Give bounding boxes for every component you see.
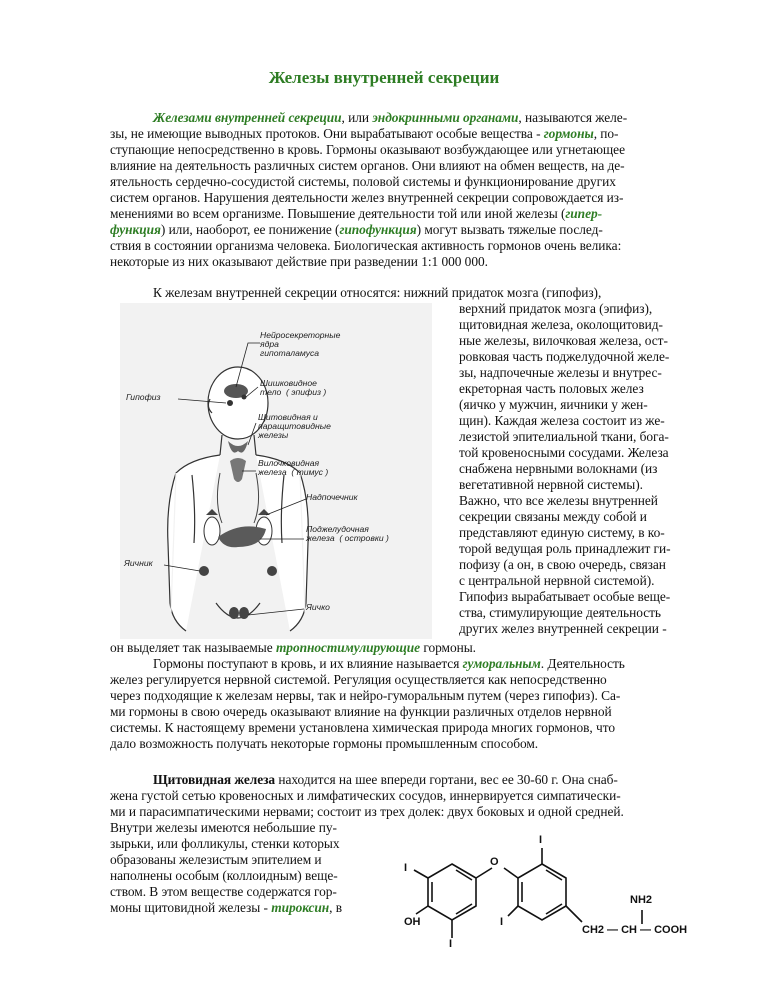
chem-oxygen-bridge: O xyxy=(490,856,499,868)
para4-left-line-2: зырьки, или фолликулы, стенки которых xyxy=(110,836,340,851)
label-thymus: Вилочковидная железа ( тимус ) xyxy=(258,458,329,477)
pituitary-mark xyxy=(227,400,233,406)
label-pancreas: Поджелудочная железа ( островки ) xyxy=(306,524,389,543)
ovary-mark xyxy=(199,566,209,576)
term-thyroxine: тироксин xyxy=(271,900,330,915)
chem-iodine-left-top: I xyxy=(404,862,408,874)
term-thyroid-gland: Щитовидная железа xyxy=(153,772,276,787)
thyroxine-structure xyxy=(392,834,728,960)
para2-right-line-7: (яичко у мужчин, яичники у жен- xyxy=(459,397,648,412)
chem-iodine-right-top: I xyxy=(539,834,543,846)
para2-right-line-6: екреторная часть половых желез xyxy=(459,381,644,396)
term-hypofunction: гипофункция xyxy=(339,222,417,237)
para2-last-line: он выделяет так называемые тропностимулирующие гормоны. xyxy=(110,640,476,655)
para1-line4: влияние на деятельность различных систем органов. Они влияют на обмен веществ, на де- xyxy=(110,158,625,173)
term-humoral: гуморальным xyxy=(462,656,541,671)
chem-side-chain: CH2 — CH — COOH xyxy=(582,924,688,936)
label-ovary: Яичник xyxy=(124,558,153,568)
para4-line1: Щитовидная железа находится на шее впереди гортани, вес ее 30-60 г. Она снаб- xyxy=(153,772,618,787)
para1-line10: некоторые из них оказывают действие при разведении 1:1 000 000. xyxy=(110,254,488,269)
para3-line1: Гормоны поступают в кровь, и их влияние называется гуморальным. Деятельность xyxy=(153,656,625,671)
chem-iodine-left-bottom: I xyxy=(449,938,453,950)
para4-line2: жена густой сетью кровеносных и лимфатических сосудов, иннервируется симпатически- xyxy=(110,788,621,803)
label-adrenal: Надпочечник xyxy=(306,492,358,502)
endocrine-glands-figure xyxy=(120,303,432,639)
para3-line4: ми гормоны в свою очередь оказывают влияние на функции различных отделов нервной xyxy=(110,704,612,719)
para3-line6: дало возможность получать некоторые гормоны промышленным способом. xyxy=(110,736,539,751)
para2-right-line-5: зы, надпочечные железы и внутрес- xyxy=(459,365,662,380)
para3-line5: системы. К настоящему времени установлена химическая природа многих гормонов, что xyxy=(110,720,615,735)
pancreas-mark xyxy=(218,526,266,547)
para2-right-line-8: щин). Каждая железа состоит из же- xyxy=(459,413,665,428)
para3-line2: желез регулируется нервной системой. Регуляция осуществляется как непосредственно xyxy=(110,672,607,687)
term-endocrine-organs: эндокринными органами xyxy=(372,110,519,125)
para2-right-line-13: Важно, что все железы внутренней xyxy=(459,493,658,508)
para1-line3: ступающие непосредственно в кровь. Гормоны оказывают возбуждающее или угнетающее xyxy=(110,142,625,157)
para2-right-line-3: ные железы, вилочковая железа, ост- xyxy=(459,333,668,348)
label-testis: Яичко xyxy=(306,602,330,612)
para4-line3: ми и парасимпатическими нервами; состоит из трех долек: двух боковых и одной средней. xyxy=(110,804,624,819)
para2-right-line-16: торой ведущая роль принадлежит ги- xyxy=(459,541,671,556)
para4-left-line-4: наполнены особым (коллоидным) веще- xyxy=(110,868,338,883)
para4-left-line-5: ством. В этом веществе содержатся гор- xyxy=(110,884,337,899)
para2-right-line-10: той кровеносными сосудами. Железа xyxy=(459,445,669,460)
testis-mark xyxy=(229,607,239,619)
para1-line8: функция) или, наоборот, ее понижение (гипофункция) могут вызвать тяжелые послед- xyxy=(110,222,603,237)
para4-last-line: моны щитовидной железы - тироксин, в xyxy=(110,900,343,915)
para1-line1: Железами внутренней секреции, или эндокринными органами, называются желе- xyxy=(153,110,628,125)
para1-line2: зы, не имеющие выводных протоков. Они вырабатывают особые вещества - гормоны, по- xyxy=(110,126,619,141)
para4-left-line-3: образованы железистым эпителием и xyxy=(110,852,322,867)
para2-right-line-15: представляют единую систему, в ко- xyxy=(459,525,665,540)
term-hormones: гормоны xyxy=(543,126,594,141)
para2-right-line-17: пофизу (а он, в свою очередь, связан xyxy=(459,557,666,572)
para4-left-line-1: Внутри железы имеются небольшие пу- xyxy=(110,820,337,835)
page-title: Железы внутренней секреции xyxy=(268,68,500,87)
para1-line6: систем органов. Нарушения деятельности желез внутренней секреции сопровождается из- xyxy=(110,190,624,205)
para2-right-line-12: вегетативной нервной системы). xyxy=(459,477,643,492)
chem-amino-group: NH2 xyxy=(630,894,653,906)
para2-right-line-18: с центральной нервной системой). xyxy=(459,573,655,588)
label-hypothalamus-nuclei: Нейросекреторные ядра гипоталамуса xyxy=(260,330,341,358)
term-hyperfunction-b: функция xyxy=(110,222,161,237)
para1-line9: ствия в состоянии организма человека. Биологическая активность гормонов очень велика: xyxy=(110,238,622,253)
term-hyperfunction-a: гипер- xyxy=(565,206,603,221)
term-endocrine-glands: Железами внутренней секреции xyxy=(153,110,342,125)
para1-line5: ятельность сердечно-сосудистой системы, половой системы и функционирование других xyxy=(110,174,616,189)
para2-right-line-9: лезистой эпителиальной ткани, бога- xyxy=(459,429,669,444)
label-pituitary: Гипофиз xyxy=(126,392,161,402)
term-tropic-hormones: тропностимулирующие xyxy=(275,640,421,655)
para2-right-line-2: щитовидная железа, околощитовид- xyxy=(459,317,663,332)
label-pineal: Шишковидное тело ( эпифиз ) xyxy=(260,378,327,397)
thyroid-mark xyxy=(228,441,248,453)
thymus-mark xyxy=(230,458,246,482)
para2-right-line-20: ства, стимулирующие деятельность xyxy=(459,605,661,620)
para1-line7: менениями во всем организме. Повышение деятельности той или иной железы (гипер- xyxy=(110,206,603,221)
para2-right-line-4: ровковая часть поджелудочной желе- xyxy=(459,349,670,364)
para2-line1: К железам внутренней секреции относятся: нижний придаток мозга (гипофиз), xyxy=(153,285,602,300)
para2-right-line-14: секреции связаны между собой и xyxy=(459,509,647,524)
chem-iodine-right-bottom: I xyxy=(500,916,504,928)
para2-right-line-21: других желез внутренней секреции - xyxy=(459,621,667,636)
thyroxine-structure-drawing xyxy=(392,840,728,960)
para2-right-line-19: Гипофиз вырабатывает особые веще- xyxy=(459,589,671,604)
label-thyroid: Щитовидная и паращитовидные железы xyxy=(258,412,331,440)
chem-hydroxyl: OH xyxy=(404,916,421,928)
para2-right-line-1: верхний придаток мозга (эпифиз), xyxy=(459,301,653,316)
para3-line3: через подходящие к железам нервы, так и нейро-гуморальным путем (через гипофиз). Са- xyxy=(110,688,621,703)
pineal-mark xyxy=(242,395,247,400)
para2-right-line-11: снабжена нервными волокнами (из xyxy=(459,461,658,476)
